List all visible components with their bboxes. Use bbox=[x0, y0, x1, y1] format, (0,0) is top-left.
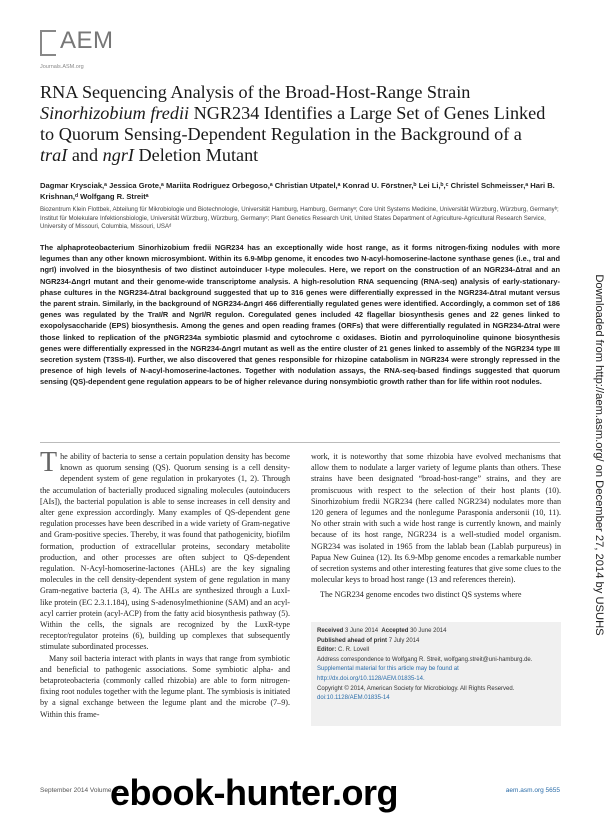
supplemental-link[interactable]: Supplemental material for this article may be found at http://dx.doi.org/10.1128/AEM.01835-14. bbox=[317, 666, 459, 682]
doi-link[interactable]: doi:10.1128/AEM.01835-14 bbox=[317, 695, 390, 702]
drop-cap: T bbox=[40, 447, 58, 478]
affiliations: Biozentrum Klein Flottbek, Abteilung für Mikrobiologie und Biotechnologie, Universität Hamburg, Hamburg, Germanyᵃ; Core Unit Systems Medicine, Universität Würzburg, Würzburg, Germanyᵇ; Institut für Molekulare Infektionsbiologie, Universität Würzburg, Würzburg, Germanyᶜ; Plant Genetics Research Unit, United States Department of Agriculture-Agricultural Research Service, University of Missouri, Columbia, Missouri, USAᵈ bbox=[40, 206, 559, 231]
body-paragraph: work, it is noteworthy that some rhizobia have evolved mechanisms that allow them to nodulate a larger variety of legume plants than others. These strains have been designated “broad-host-range” strains, and they are promiscuous with respect to the selection of their host plants (10). Sinorhizobium fredii NGR234 (here called NGR234) nodulates more than 120 genera of legumes and the nonlegume Parasponia andersonii (10, 11). No other strain with such a wide host range is currently known, and mainly because of its host range, NGR234 is a well-studied model organism. NGR234 was isolated in 1965 from the lablab bean (Lablab purpureus) in Papua New Guinea (12). Its 6.9-Mbp genome encodes a remarkable number of secretion systems and other interesting features that give some clues to the molecular keys to broad host range (13 and references therein). bbox=[311, 452, 561, 585]
body-paragraph: The NGR234 genome encodes two distinct QS systems where bbox=[320, 590, 522, 600]
body-paragraph: The ability of bacteria to sense a certain population density has become known as quorum sensing (QS). Quorum sensing is a cell density-dependent system of gene regulation in prokaryotes (1, 2). Through the accumulation of bacterially produced signaling molecules (autoinducers [AIs]), the bacterial population is able to sense increases in cell density and alter gene expression accordingly. Many examples of QS-dependent gene regulation processes have been described in a wide variety of Gram-negative and Gram-positive species. Thereby, it was found that pathogenicity, biofilm formation, production of extracellular proteins, secondary metabolite production, and other processes are often subject to QS-dependent regulation. N-Acyl-homoserine-lactones (AHLs) are the key signaling molecules in the cell density-dependent system of gene regulation in many Gram-negative bacteria (3, 4). The AHLs are synthesized through a LuxI-like protein (EC 2.3.1.184), using S-adenosylmethionine (SAM) and an acyl-acyl carrier protein (acyl-ACP) from the fatty acid biosynthesis pathway (5). Within the cells, the signals are recognized by the LuxR-type receptor/regulator proteins (6), building up complexes that subsequently stimulate subordinated processes. bbox=[40, 447, 290, 652]
article-title: RNA Sequencing Analysis of the Broad-Host-Range Strain Sinorhizobium fredii NGR234 Identifies a Large Set of Genes Linked to Quorum Sensing-Dependent Regulation in the Background of a traI and ngrI Deletion Mutant bbox=[40, 82, 546, 165]
abstract: The alphaproteobacterium Sinorhizobium fredii NGR234 has an exceptionally wide host range, as it forms nitrogen-fixing nodules with more legumes than any other known microsymbiont. Within its 6.9-Mbp genome, it encodes two N-acyl-homoserine-lactone synthase genes (i.e., traI and ngrI) involved in the biosynthesis of two distinct autoinducer I-type molecules. Here, we report on the construction of an NGR234-ΔtraI and an NGR234-ΔngrI mutant and their genome-wide transcriptome analysis. A high-resolution RNA sequencing (RNA-seq) analysis of early-stationary-phase cultures in the NGR234-ΔtraI background suggested that up to 316 genes were differentially expressed in the NGR234-ΔtraI mutant versus the parent strain. Similarly, in the background of NGR234-ΔngrI 466 differentially regulated genes were identified. Accordingly, a common set of 186 genes was regulated by the TraI/R and NgrI/R regulon. Coregulated genes included 42 flagellar biosynthesis genes and 22 genes linked to exopolysaccharide (EPS) biosynthesis. Among the genes and open reading frames (ORFs) that were differentially regulated in NGR234-ΔtraI were those linked to replication of the pNGR234a symbiotic plasmid and cytochrome c oxidases. Biotin and pyrroloquinoline quinone biosynthesis genes were differentially expressed in the NGR234-ΔngrI mutant as well as the entire cluster of 21 genes linked to assembly of the NGR234 type III secretion system (T3SS-II). Further, we also discovered that genes responsible for rhizopine catabolism in NGR234 were strongly repressed in the presence of high levels of N-acyl-homoserine-lactones. Together with nodulation assays, the RNA-seq-based findings suggested that quorum sensing (QS)-dependent gene regulation appears to be of higher relevance during nonsymbiotic growth rather than for life within root nodules. bbox=[40, 243, 560, 387]
copyright: Copyright © 2014, American Society for Microbiology. All Rights Reserved. bbox=[317, 685, 515, 692]
journal-logo bbox=[40, 27, 114, 56]
logo-text: AEM bbox=[60, 27, 114, 54]
article-info-box: Received 3 June 2014 Accepted 30 June 2014 Published ahead of print 7 July 2014 Editor: C. R. Lovell Address correspondence to Wolfgang R. Streit, wolfgang.streit@uni-hamburg.de. Supplemental material for this article may be found at http://dx.doi.org/10.1128/AEM.01835-14. Copyright © 2014, American Society for Microbiology. All Rights Reserved. doi:10.1128/AEM.01835-14 bbox=[311, 622, 561, 726]
correspondence: Address correspondence to Wolfgang R. Streit, wolfgang.streit@uni-hamburg.de. bbox=[317, 656, 533, 663]
author-list: Dagmar Krysciak,ᵃ Jessica Grote,ᵃ Mariita Rodriguez Orbegoso,ᵃ Christian Utpatel,ᵃ Konrad U. Förstner,ᵇ Lei Li,ᵇ,ᶜ Christel Schmeisser,ᵃ Hari B. Krishnan,ᵈ Wolfgang R. Streitᵃ bbox=[40, 181, 555, 201]
section-divider bbox=[40, 442, 560, 443]
footer-journal-page[interactable]: aem.asm.org 5655 bbox=[505, 787, 560, 794]
body-paragraph: Many soil bacteria interact with plants in ways that range from symbiotic and beneficial to pathogenic associations. Some symbiotic alpha- and betaproteobacteria (commonly called rhizobia) are able to form nitrogen-fixing root nodules together with the legume plant. The symbiosis is initiated by a signal exchange between the legume plant and the microbe (7–9). Within this frame- bbox=[40, 653, 290, 719]
download-notice: Downloaded from http://aem.asm.org/ on December 27, 2014 by USUHS bbox=[593, 274, 605, 636]
body-column-right bbox=[311, 451, 561, 601]
footer-issue: September 2014 Volume 80 bbox=[40, 787, 121, 794]
journal-url[interactable]: Journals.ASM.org bbox=[40, 64, 84, 70]
download-sidebar bbox=[592, 225, 606, 685]
logo-bracket-icon bbox=[40, 30, 56, 56]
body-column-left bbox=[40, 447, 290, 720]
watermark: ebook-hunter.org bbox=[110, 772, 398, 813]
